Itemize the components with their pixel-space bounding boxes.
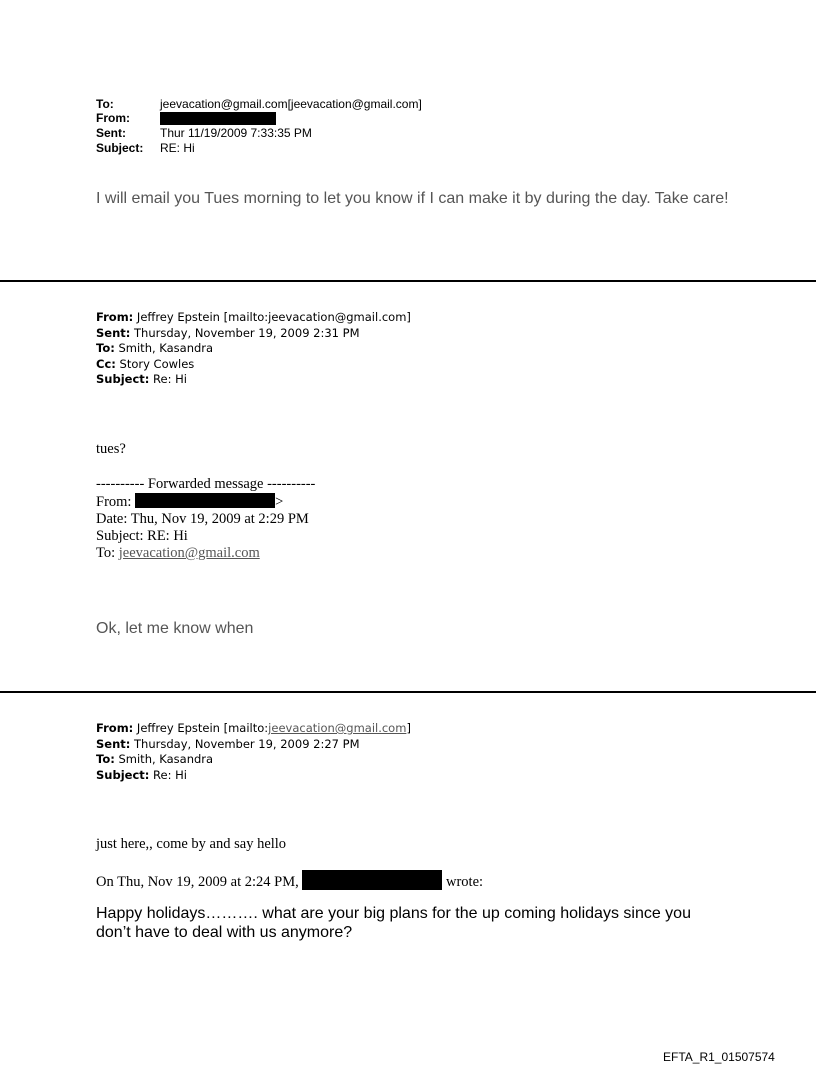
email-link[interactable]: jeevacation@gmail.com (118, 545, 260, 561)
email2-from-value: Jeffrey Epstein [mailto:jeevacation@gmail.com] (133, 310, 411, 324)
email3-sent-line (96, 737, 411, 753)
email2-to-line (96, 341, 411, 357)
forwarded-from-line (96, 493, 315, 511)
email3-sent-value: Thursday, November 19, 2009 2:27 PM (130, 736, 360, 751)
email2-to-label: To: (96, 341, 115, 355)
email2-sent-label: Sent: (96, 325, 131, 340)
email3-to-value: Smith, Kasandra (114, 752, 214, 766)
redaction-box (160, 112, 276, 125)
forwarded-separator: ---------- Forwarded message ---------- (96, 476, 316, 492)
sent-value: Thur 11/19/2009 7:33:35 PM (160, 126, 312, 140)
email3-sent-label: Sent: (96, 736, 131, 751)
redaction-box (135, 493, 275, 508)
subject-label: Subject: (96, 141, 144, 155)
email3-to-label: To: (96, 752, 115, 766)
forwarded-date-line: Date: Thu, Nov 19, 2009 at 2:29 PM (96, 511, 309, 527)
email2-subject-line (96, 372, 411, 388)
forwarded-block (96, 476, 315, 562)
email-link[interactable]: jeevacation@gmail.com (268, 721, 407, 735)
email3-subject-line (96, 768, 411, 784)
email2-subject-value: Re: Hi (149, 372, 187, 386)
email2-body: tues? (96, 441, 126, 457)
divider-line (0, 691, 816, 693)
email2-subject-label: Subject: (96, 372, 150, 386)
to-value: jeevacation@gmail.com[jeevacation@gmail.com] (160, 97, 422, 111)
reply-text: Ok, let me know when (96, 620, 254, 637)
from-label: From: (96, 111, 130, 125)
email3-on-wrote-line (96, 870, 483, 891)
email2-cc-value: Story Cowles (115, 356, 195, 371)
email2-from-line (96, 310, 411, 326)
forwarded-subject-line: Subject: RE: Hi (96, 528, 188, 544)
message-body: I will email you Tues morning to let you know if I can make it by during the day. Take care! (96, 190, 729, 207)
sent-label: Sent: (96, 126, 126, 140)
to-label: To: (96, 97, 114, 111)
email3-from-line (96, 721, 411, 737)
redaction-box (302, 870, 442, 890)
email2-to-value: Smith, Kasandra (114, 341, 214, 355)
email2-sent-line (96, 326, 411, 342)
email3-to-line (96, 752, 411, 768)
on-wrote-pre: On Thu, Nov 19, 2009 at 2:24 PM, (96, 874, 303, 890)
forwarded-from-label: From: (96, 494, 136, 510)
email3-from-pre: Jeffrey Epstein [mailto: (133, 721, 269, 735)
email2-cc-label: Cc: (96, 356, 116, 371)
document-id: EFTA_R1_01507574 (663, 1050, 775, 1064)
email3-body: just here,, come by and say hello (96, 836, 287, 852)
email2-sent-value: Thursday, November 19, 2009 2:31 PM (130, 325, 360, 340)
forwarded-to-line (96, 545, 315, 562)
divider-line (0, 280, 816, 282)
email3-from-post: ] (406, 721, 411, 735)
email2-from-label: From: (96, 310, 134, 324)
on-wrote-post: wrote: (442, 874, 484, 890)
email3-header (96, 721, 411, 783)
email3-subject-label: Subject: (96, 767, 150, 782)
subject-value: RE: Hi (160, 141, 195, 155)
email3-subject-value: Re: Hi (149, 767, 187, 782)
forwarded-to-label: To: (96, 545, 119, 561)
email2-header (96, 310, 411, 388)
email2-cc-line (96, 357, 411, 373)
email3-from-label: From: (96, 721, 134, 735)
quoted-message: Happy holidays………. what are your big plans for the up coming holidays since you don’t have to deal with us anymore? (96, 905, 691, 941)
forwarded-from-tail: > (275, 494, 284, 510)
